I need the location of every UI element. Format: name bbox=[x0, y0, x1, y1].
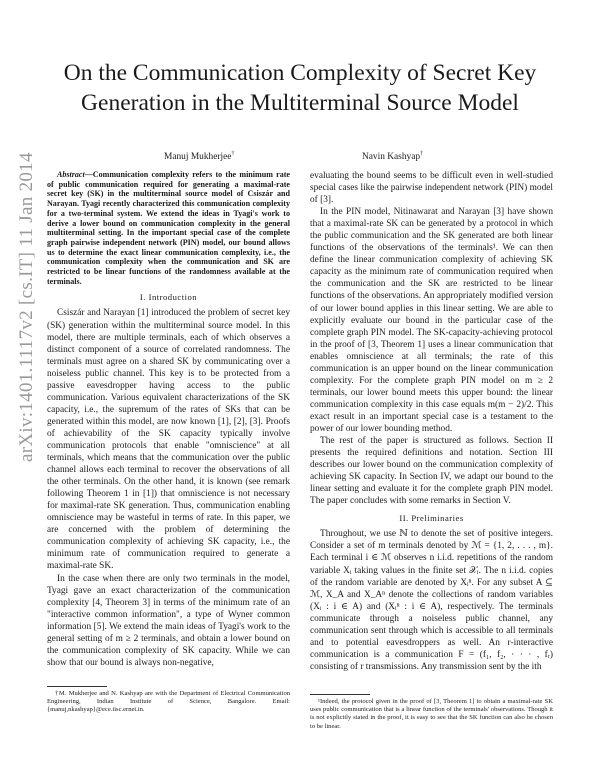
left-footnote-rule bbox=[47, 686, 107, 687]
abstract-text: —Communication complexity refers to the minimum rate of public communication required for generating a maximal-rate secret key (SK) in the multiterminal source model of Csiszár and Narayan. Tyagi recently characterized this communication complexity for a two-terminal system. We extend the ideas in Tyagi's work to derive a lower bound on communication complexity in the general multiterminal setting. In the important special case of the complete graph pairwise independent network (PIN) model, our bound allows us to determine the exact linear communication complexity, i.e., the communication complexity when the communication and SK are restricted to be linear functions of the randomness available at the terminals. bbox=[47, 170, 290, 286]
right-footnote bbox=[310, 698, 553, 731]
section-1-heading: I. Introduction bbox=[139, 292, 198, 303]
abstract-label: Abstract bbox=[57, 170, 85, 179]
intro-paragraph-2: In the case when there are only two terminals in the model, Tyagi gave an exact characterization of the communication complexity [4, Theorem 3] in terms of the minimum rate of an "interactive common information", a type of Wyner common information [5]. We extend the main ideas of Tyagi's work to the general setting of m ≥ 2 terminals, and obtain a lower bound on the communication complexity of SK capacity. While we can show that our bound is always non-negative, bbox=[47, 573, 290, 668]
author-1 bbox=[164, 151, 234, 162]
author-2 bbox=[362, 151, 423, 162]
author-1-mark: † bbox=[231, 151, 235, 157]
right-paragraph-3: The rest of the paper is structured as follows. Section II presents the required definitions and notation. Section III describes our lower bound on the communication complexity of achieving SK capacity. In Section IV, we adapt our bound to the linear setting and evaluate it for the complete graph PIN model. The paper concludes with some remarks in Section V. bbox=[310, 436, 553, 507]
left-footnote-text: †M. Mukherjee and N. Kashyap are with the Department of Electrical Communication Engineering, Indian Institute of Science, Bangalore. Email: {manuj,nkashyap}@ece.iisc.ernet.in. bbox=[47, 690, 290, 714]
intro-paragraph-1: Csiszár and Narayan [1] introduced the problem of secret key (SK) generation within the multiterminal source model. In this model, there are multiple terminals, each of which observes a distinct component of a source of correlated randomness. The terminals must agree on a shared SK by communicating over a noiseless public channel. This key is to be protected from a passive eavesdropper having access to the public communication. Various equivalent characterizations of the SK capacity, i.e., the supremum of the rates of SKs that can be generated within this model, are now known [1], [2], [3]. Proofs of achievability of the SK capacity typically involve communication protocols that enable "omniscience" at all terminals, which means that the communication over the public channel allows each terminal to recover the observations of all the other terminals. On the other hand, it is known (see remark following Theorem 1 in [1]) that omniscience is not necessary for maximal-rate SK generation. Thus, communication enabling omniscience may be wasteful in terms of rate. In this paper, we are concerned with the problem of determining the communication complexity of achieving SK capacity, i.e., the minimum rate of communication required to generate a maximal-rate SK. bbox=[47, 308, 290, 572]
title-line-2: Generation in the Multiterminal Source Model bbox=[81, 90, 519, 116]
preliminaries-paragraph: Throughout, we use ℕ to denote the set of positive integers. Consider a set of m terminals denoted by ℳ = {1, 2, . . . , m}. Each terminal i ∈ ℳ observes n i.i.d. repetitions of the random variable Xᵢ taking values in the finite set 𝒳ᵢ. The n i.i.d. copies of the random variable are denoted by Xᵢⁿ. For any subset A ⊆ ℳ, X_A and X_Aⁿ denote the collections of random variables (Xᵢ : i ∈ A) and (Xᵢⁿ : i ∈ A), respectively. The terminals communicate through a noiseless public channel, any communication sent through which is accessible to all terminals and to potential eavesdroppers as well. An r-interactive communication is a communication F = (f₁, f₂, · · · , fᵣ) consisting of r transmissions. Any transmission sent by the ith bbox=[310, 529, 553, 672]
author-2-name: Navin Kashyap bbox=[362, 152, 421, 163]
right-column bbox=[310, 170, 553, 673]
left-column bbox=[47, 170, 290, 669]
right-footnote-rule bbox=[310, 694, 370, 695]
section-2-heading: II. Preliminaries bbox=[399, 513, 464, 524]
right-paragraph-1: evaluating the bound seems to be difficult even in well-studied special cases like the pairwise independent network (PIN) model of [3]. bbox=[310, 171, 553, 206]
author-1-name: Manuj Mukherjee bbox=[164, 152, 232, 163]
title-line-1: On the Communication Complexity of Secret Key bbox=[63, 60, 537, 86]
left-footnote bbox=[47, 690, 290, 715]
abstract bbox=[47, 170, 290, 286]
right-paragraph-2: In the PIN model, Nitinawarat and Narayan [3] have shown that a maximal-rate SK can be generated by a protocol in which the public communication and the SK generated are both linear functions of the observations of the terminals¹. We can then define the linear communication complexity of achieving SK capacity as the minimum rate of communication required when the communication and the SK are restricted to be linear functions of the observations. An appropriately modified version of our lower bound applies in this linear setting. We are able to explicitly evaluate our bound in the particular case of the complete graph PIN model. The SK-capacity-achieving protocol in the proof of [3, Theorem 1] uses a linear communication that enables omniscience at all terminals; the rate of this communication is an upper bound on the linear communication complexity. For the complete graph PIN model on m ≥ 2 terminals, our lower bound meets this upper bound: the linear communication complexity in this case equals m(m − 2)/2. This exact result in an important special case is a testament to the power of our lower bounding method. bbox=[310, 207, 553, 434]
author-2-mark: † bbox=[420, 151, 424, 157]
paper-title bbox=[40, 58, 560, 118]
arxiv-stamp: arXiv:1401.1117v2 [cs.IT] 11 Jan 2014 bbox=[16, 152, 37, 462]
right-footnote-text: ¹Indeed, the protocol given in the proof of [3, Theorem 1] to obtain a maximal-rate SK uses public communication that is a linear function of the terminals' observations. Though it is not explicitly stated in the proof, it is easy to see that the SK function can also be chosen to be linear. bbox=[310, 698, 553, 730]
